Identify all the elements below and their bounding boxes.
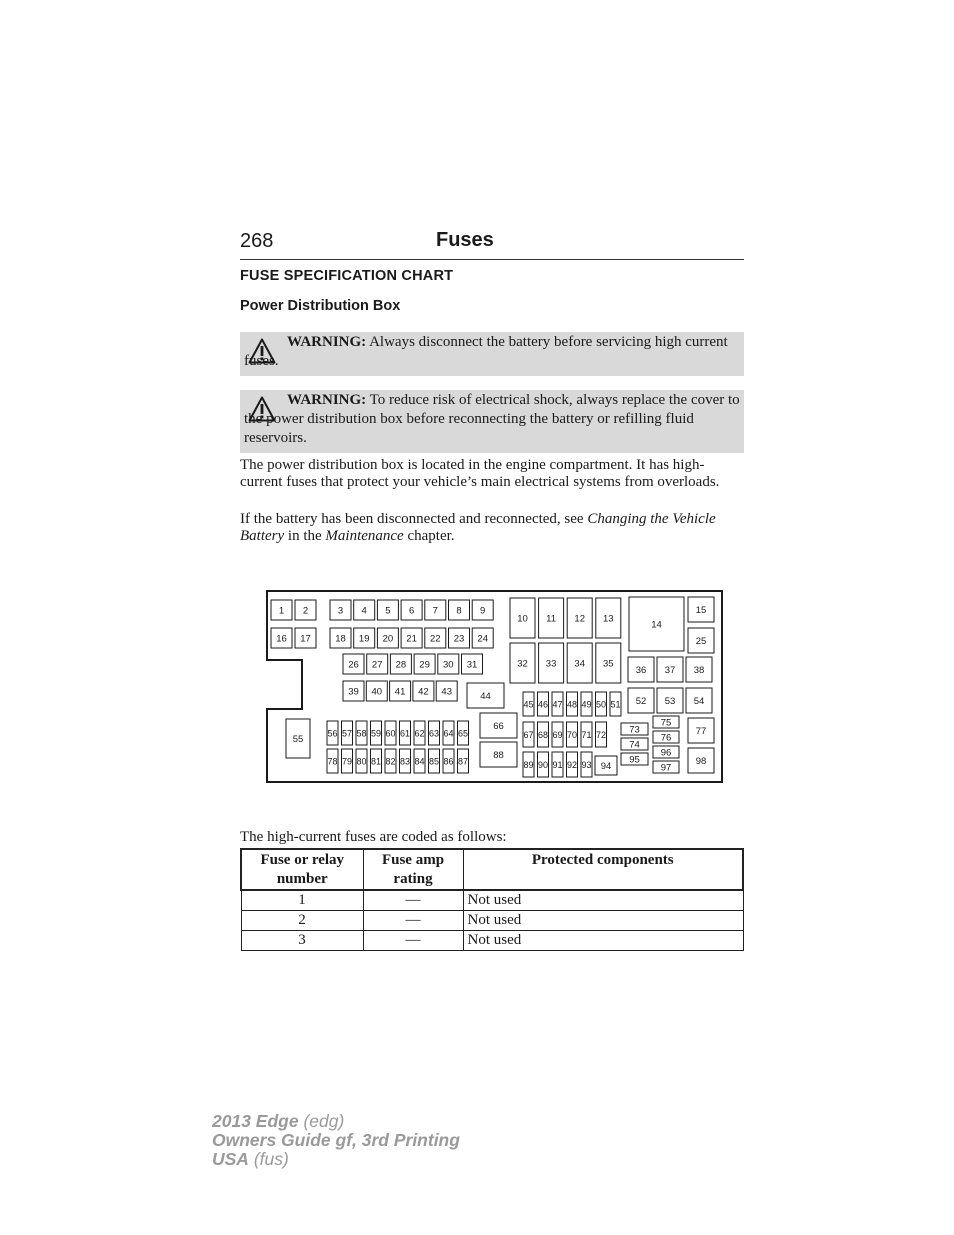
- fuse-number-cell: 1: [241, 890, 363, 911]
- fuse-label-23: 23: [453, 633, 465, 645]
- fuse-label-26: 26: [348, 659, 359, 671]
- fuse-label-44: 44: [480, 691, 491, 702]
- fuse-label-97: 97: [660, 762, 672, 774]
- fuse-label-41: 41: [394, 686, 406, 698]
- fuse-box-diagram: [264, 589, 726, 785]
- fuse-label-45: 45: [523, 699, 534, 710]
- fuse-label-82: 82: [385, 756, 396, 767]
- fuse-label-30: 30: [443, 659, 454, 671]
- amp-rating-cell: —: [363, 911, 463, 931]
- fuse-number-cell: 2: [241, 911, 363, 931]
- page-title: Fuses: [436, 229, 494, 251]
- warning-box: [240, 390, 744, 453]
- warning-box: [240, 332, 744, 376]
- warning-label: WARNING:: [287, 334, 367, 350]
- footer: [212, 1112, 460, 1169]
- fuse-label-88: 88: [493, 750, 504, 761]
- fuse-label-36: 36: [635, 665, 647, 676]
- fuse-label-52: 52: [635, 696, 647, 707]
- table-header-row: [241, 849, 743, 890]
- fuse-label-7: 7: [432, 605, 438, 617]
- fuse-label-12: 12: [574, 613, 585, 625]
- fuse-label-54: 54: [693, 696, 705, 707]
- fuse-label-8: 8: [456, 605, 462, 617]
- fuse-label-83: 83: [399, 756, 411, 767]
- warning-label: WARNING:: [287, 392, 367, 408]
- table-intro: The high-current fuses are coded as follows:: [240, 829, 507, 845]
- warning-body: To reduce risk of electrical shock, always replace the cover to the power distribution box before reconnecting the battery or refilling fluid reservoirs.: [244, 392, 740, 446]
- fuse-label-42: 42: [418, 686, 429, 698]
- fuse-label-69: 69: [552, 730, 563, 740]
- fuse-label-29: 29: [419, 659, 430, 671]
- fuse-label-18: 18: [335, 633, 346, 645]
- fuse-label-48: 48: [566, 699, 578, 710]
- fuse-label-6: 6: [408, 605, 415, 617]
- fuse-label-43: 43: [441, 686, 452, 698]
- fuse-label-39: 39: [348, 686, 359, 698]
- table-row: [241, 911, 743, 931]
- fuse-label-10: 10: [517, 613, 528, 625]
- fuse-label-89: 89: [523, 760, 534, 770]
- body-paragraph: The power distribution box is located in the engine compartment. It has high-current fuses that protect your vehicle’s main electrical systems from overloads.: [240, 457, 720, 490]
- column-header: Protected components: [463, 849, 743, 890]
- fuse-label-9: 9: [480, 605, 486, 617]
- fuse-label-51: 51: [610, 699, 621, 710]
- footer-line: 2013 Edge (edg): [212, 1111, 345, 1131]
- fuse-label-57: 57: [341, 728, 353, 739]
- fuse-label-53: 53: [664, 696, 676, 707]
- fuse-label-33: 33: [545, 658, 557, 670]
- fuse-label-25: 25: [695, 636, 707, 647]
- fuse-label-11: 11: [546, 613, 557, 625]
- footer-line: USA (fus): [212, 1149, 289, 1169]
- fuse-label-40: 40: [371, 686, 383, 698]
- fuse-label-85: 85: [428, 756, 440, 767]
- fuse-label-87: 87: [457, 756, 469, 767]
- fuse-label-49: 49: [581, 699, 592, 710]
- footer-line: Owners Guide gf, 3rd Printing: [212, 1130, 460, 1150]
- cross-reference: Maintenance: [325, 528, 404, 544]
- fuse-label-68: 68: [537, 730, 549, 740]
- component-cell: Not used: [463, 911, 743, 931]
- fuse-label-95: 95: [629, 754, 640, 766]
- fuse-label-93: 93: [581, 760, 592, 770]
- fuse-label-32: 32: [517, 658, 528, 670]
- fuse-label-65: 65: [457, 728, 469, 739]
- table-row: [241, 890, 743, 911]
- page-number: 268: [240, 230, 274, 252]
- fuse-label-73: 73: [629, 724, 640, 736]
- fuse-label-61: 61: [399, 728, 411, 739]
- subsection-title: Power Distribution Box: [240, 298, 401, 314]
- column-header: Fuse or relay number: [241, 849, 363, 890]
- fuse-label-90: 90: [537, 760, 549, 770]
- warning-text: [244, 391, 740, 448]
- fuse-label-78: 78: [327, 756, 338, 767]
- fuse-label-47: 47: [552, 699, 563, 710]
- fuse-label-76: 76: [660, 732, 672, 744]
- amp-rating-cell: —: [363, 931, 463, 951]
- fuse-label-22: 22: [430, 633, 441, 645]
- fuse-label-79: 79: [341, 756, 353, 767]
- warning-body: Always disconnect the battery before servicing high current fuses.: [244, 334, 728, 369]
- fuse-label-62: 62: [414, 728, 425, 739]
- fuse-label-70: 70: [566, 730, 578, 740]
- table-row: [241, 931, 743, 951]
- section-title: FUSE SPECIFICATION CHART: [240, 268, 454, 284]
- fuse-label-21: 21: [406, 633, 417, 645]
- fuse-label-34: 34: [574, 658, 585, 670]
- fuse-label-17: 17: [300, 633, 311, 645]
- body-paragraph: [240, 511, 744, 545]
- fuse-label-38: 38: [693, 665, 705, 676]
- fuse-label-80: 80: [356, 756, 367, 767]
- fuse-label-71: 71: [581, 730, 592, 740]
- fuse-label-56: 56: [327, 728, 338, 739]
- fuse-label-58: 58: [356, 728, 367, 739]
- fuse-label-81: 81: [370, 756, 382, 767]
- component-cell: Not used: [463, 890, 743, 911]
- fuse-label-84: 84: [414, 756, 425, 767]
- fuse-label-13: 13: [603, 613, 614, 625]
- fuse-label-16: 16: [276, 633, 287, 645]
- fuse-label-63: 63: [428, 728, 440, 739]
- fuse-label-92: 92: [566, 760, 578, 770]
- fuse-label-66: 66: [493, 721, 504, 732]
- text-run: If the battery has been disconnected and reconnected, see: [240, 511, 588, 527]
- fuse-label-77: 77: [695, 726, 707, 737]
- fuse-label-24: 24: [477, 633, 488, 645]
- fuse-label-19: 19: [358, 633, 370, 645]
- fuse-label-86: 86: [443, 756, 454, 767]
- amp-rating-cell: —: [363, 890, 463, 911]
- fuse-label-59: 59: [370, 728, 382, 739]
- fuse-label-14: 14: [651, 619, 662, 631]
- fuse-label-4: 4: [361, 605, 367, 617]
- fuse-table: [240, 848, 744, 951]
- fuse-label-20: 20: [382, 633, 394, 645]
- fuse-label-46: 46: [537, 699, 549, 710]
- fuse-label-1: 1: [278, 605, 285, 617]
- fuse-label-50: 50: [595, 699, 607, 710]
- fuse-label-91: 91: [552, 760, 563, 770]
- fuse-label-72: 72: [595, 730, 607, 740]
- fuse-label-15: 15: [695, 605, 707, 616]
- fuse-label-31: 31: [466, 659, 478, 671]
- warning-text: [244, 333, 740, 371]
- component-cell: Not used: [463, 931, 743, 951]
- fuse-label-94: 94: [600, 761, 612, 772]
- fuse-label-96: 96: [660, 747, 672, 759]
- fuse-label-98: 98: [695, 756, 707, 767]
- fuse-label-27: 27: [371, 659, 383, 671]
- fuse-label-2: 2: [302, 605, 309, 617]
- text-run: in the: [284, 528, 326, 544]
- fuse-label-67: 67: [523, 730, 534, 740]
- text-run: chapter.: [403, 528, 455, 544]
- fuse-label-37: 37: [664, 665, 676, 676]
- fuse-label-55: 55: [292, 734, 304, 745]
- fuse-label-3: 3: [337, 605, 344, 617]
- fuse-label-5: 5: [385, 605, 391, 617]
- fuse-label-35: 35: [603, 658, 614, 670]
- cross-reference: Changing the Vehicle Battery: [240, 511, 716, 544]
- fuse-label-60: 60: [385, 728, 396, 739]
- column-header: Fuse amp rating: [363, 849, 463, 890]
- fuse-label-64: 64: [443, 728, 454, 739]
- page-header: [240, 228, 744, 260]
- fuse-label-75: 75: [660, 717, 672, 729]
- fuse-label-28: 28: [395, 659, 407, 671]
- fuse-label-74: 74: [629, 739, 640, 751]
- fuse-number-cell: 3: [241, 931, 363, 951]
